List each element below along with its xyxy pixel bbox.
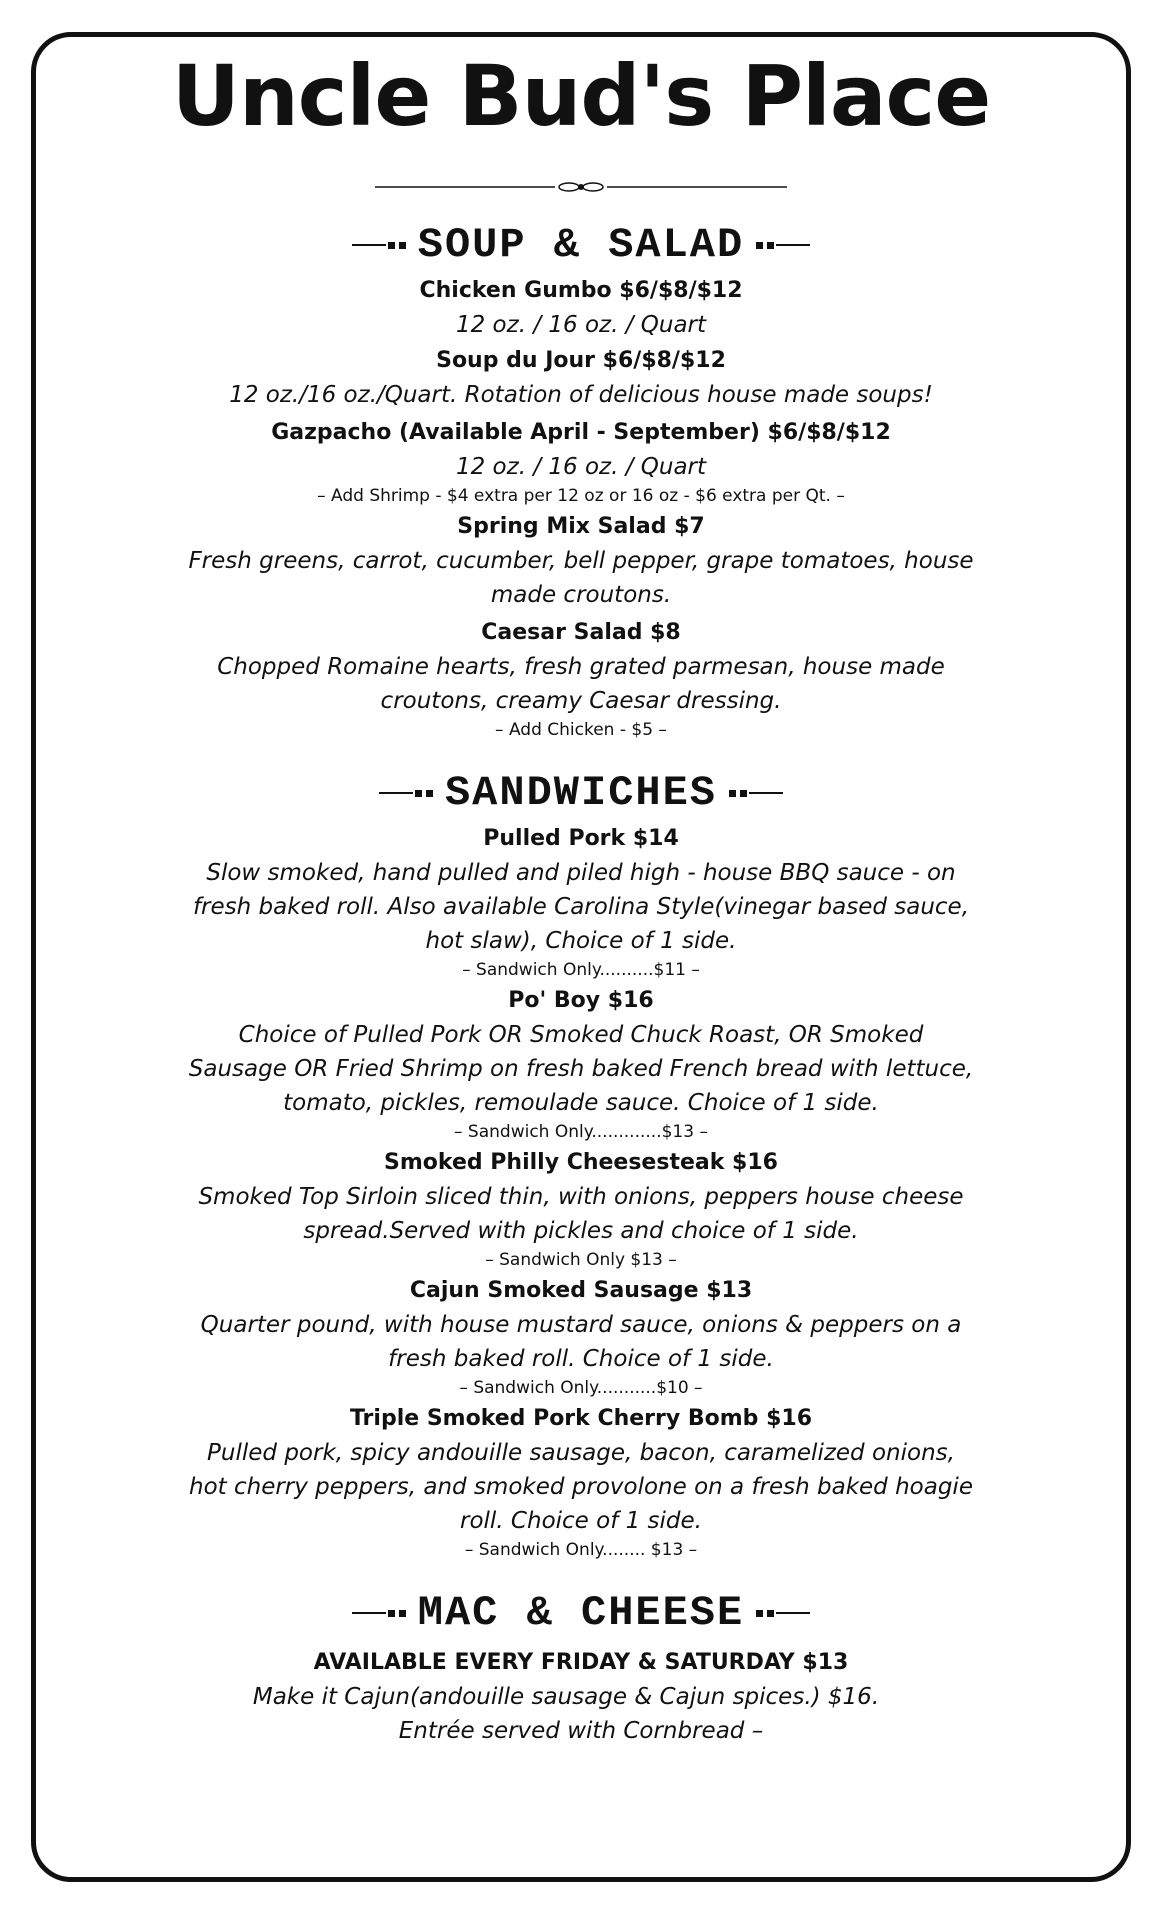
section-heading-soup-salad (31, 218, 1131, 272)
item-name: Chicken Gumbo $6/$8/$12 (419, 278, 743, 303)
item-name: Cajun Smoked Sausage $13 (409, 1278, 753, 1303)
section-heading-mac-cheese (31, 1586, 1131, 1640)
item-note: – Sandwich Only $13 – (485, 1250, 677, 1270)
item-description: Quarter pound, with house mustard sauce, onions & peppers on a fresh baked roll. Choice of 1 side. (200, 1312, 962, 1372)
item-description: 12 oz. / 16 oz. / Quart (455, 312, 707, 338)
item-description: Smoked Top Sirloin sliced thin, with onions, peppers house cheese spread.Served with pickles and choice of 1 side. (198, 1184, 964, 1244)
menu-item-chicken-gumbo (31, 274, 1131, 342)
section-heading-label: SOUP & SALAD (417, 221, 745, 269)
item-name: Spring Mix Salad $7 (457, 514, 705, 539)
item-description-2: Entrée served with Cornbread – (398, 1718, 764, 1744)
menu-content (31, 32, 1131, 1748)
item-name: AVAILABLE EVERY FRIDAY & SATURDAY $13 (313, 1650, 849, 1675)
menu-item-pulled-pork (31, 822, 1131, 982)
menu-item-gazpacho (31, 416, 1131, 508)
item-name: Pulled Pork $14 (483, 826, 679, 851)
item-note: – Sandwich Only...........$10 – (459, 1378, 703, 1398)
item-description: 12 oz./16 oz./Quart. Rotation of delicious house made soups! (229, 382, 933, 408)
item-description: 12 oz. / 16 oz. / Quart (455, 454, 707, 480)
item-note: – Sandwich Only........ $13 – (464, 1540, 698, 1560)
item-name: Caesar Salad $8 (481, 620, 681, 645)
item-name: Triple Smoked Pork Cherry Bomb $16 (349, 1406, 813, 1431)
item-name: Po' Boy $16 (508, 988, 654, 1013)
restaurant-title: Uncle Bud's Place (171, 47, 991, 145)
item-description: Slow smoked, hand pulled and piled high - house BBQ sauce - on fresh baked roll. Also available Carolina Style(vinegar based sauce, hot slaw), Choice of 1 side. (192, 860, 970, 954)
section-heading-sandwiches (31, 766, 1131, 820)
item-note: – Sandwich Only..........$11 – (462, 960, 700, 980)
item-description: Choice of Pulled Pork OR Smoked Chuck Roast, OR Smoked Sausage OR Fried Shrimp on fresh baked French bread with lettuce, tomato, pickles, remoulade sauce. Choice of 1 side. (188, 1022, 974, 1116)
menu-item-caesar-salad (31, 616, 1131, 742)
menu-item-philly-cheesesteak (31, 1146, 1131, 1272)
item-description: Chopped Romaine hearts, fresh grated parmesan, house made croutons, creamy Caesar dressing. (217, 654, 945, 714)
menu-item-mac-cheese (31, 1646, 1131, 1748)
item-description: Fresh greens, carrot, cucumber, bell pepper, grape tomatoes, house made croutons. (188, 548, 974, 608)
menu-item-soup-du-jour (31, 344, 1131, 412)
item-name: Smoked Philly Cheesesteak $16 (384, 1150, 778, 1175)
ornament-divider (375, 180, 787, 194)
item-name: Soup du Jour $6/$8/$12 (436, 348, 726, 373)
menu-item-cajun-smoked-sausage (31, 1274, 1131, 1400)
menu-item-spring-mix-salad (31, 510, 1131, 612)
section-heading-label: SANDWICHES (444, 769, 718, 817)
menu-item-po-boy (31, 984, 1131, 1144)
item-note: – Sandwich Only.............$13 – (454, 1122, 708, 1142)
item-description: Pulled pork, spicy andouille sausage, bacon, caramelized onions, hot cherry peppers, and smoked provolone on a fresh baked hoagie roll. Choice of 1 side. (189, 1440, 973, 1534)
item-description: Make it Cajun(andouille sausage & Cajun spices.) $16. (252, 1684, 880, 1710)
item-note: – Add Shrimp - $4 extra per 12 oz or 16 oz - $6 extra per Qt. – (317, 486, 845, 506)
item-name: Gazpacho (Available April - September) $6/$8/$12 (271, 420, 891, 445)
menu-item-cherry-bomb (31, 1402, 1131, 1562)
item-note: – Add Chicken - $5 – (495, 720, 667, 740)
section-heading-label: MAC & CHEESE (417, 1589, 745, 1637)
